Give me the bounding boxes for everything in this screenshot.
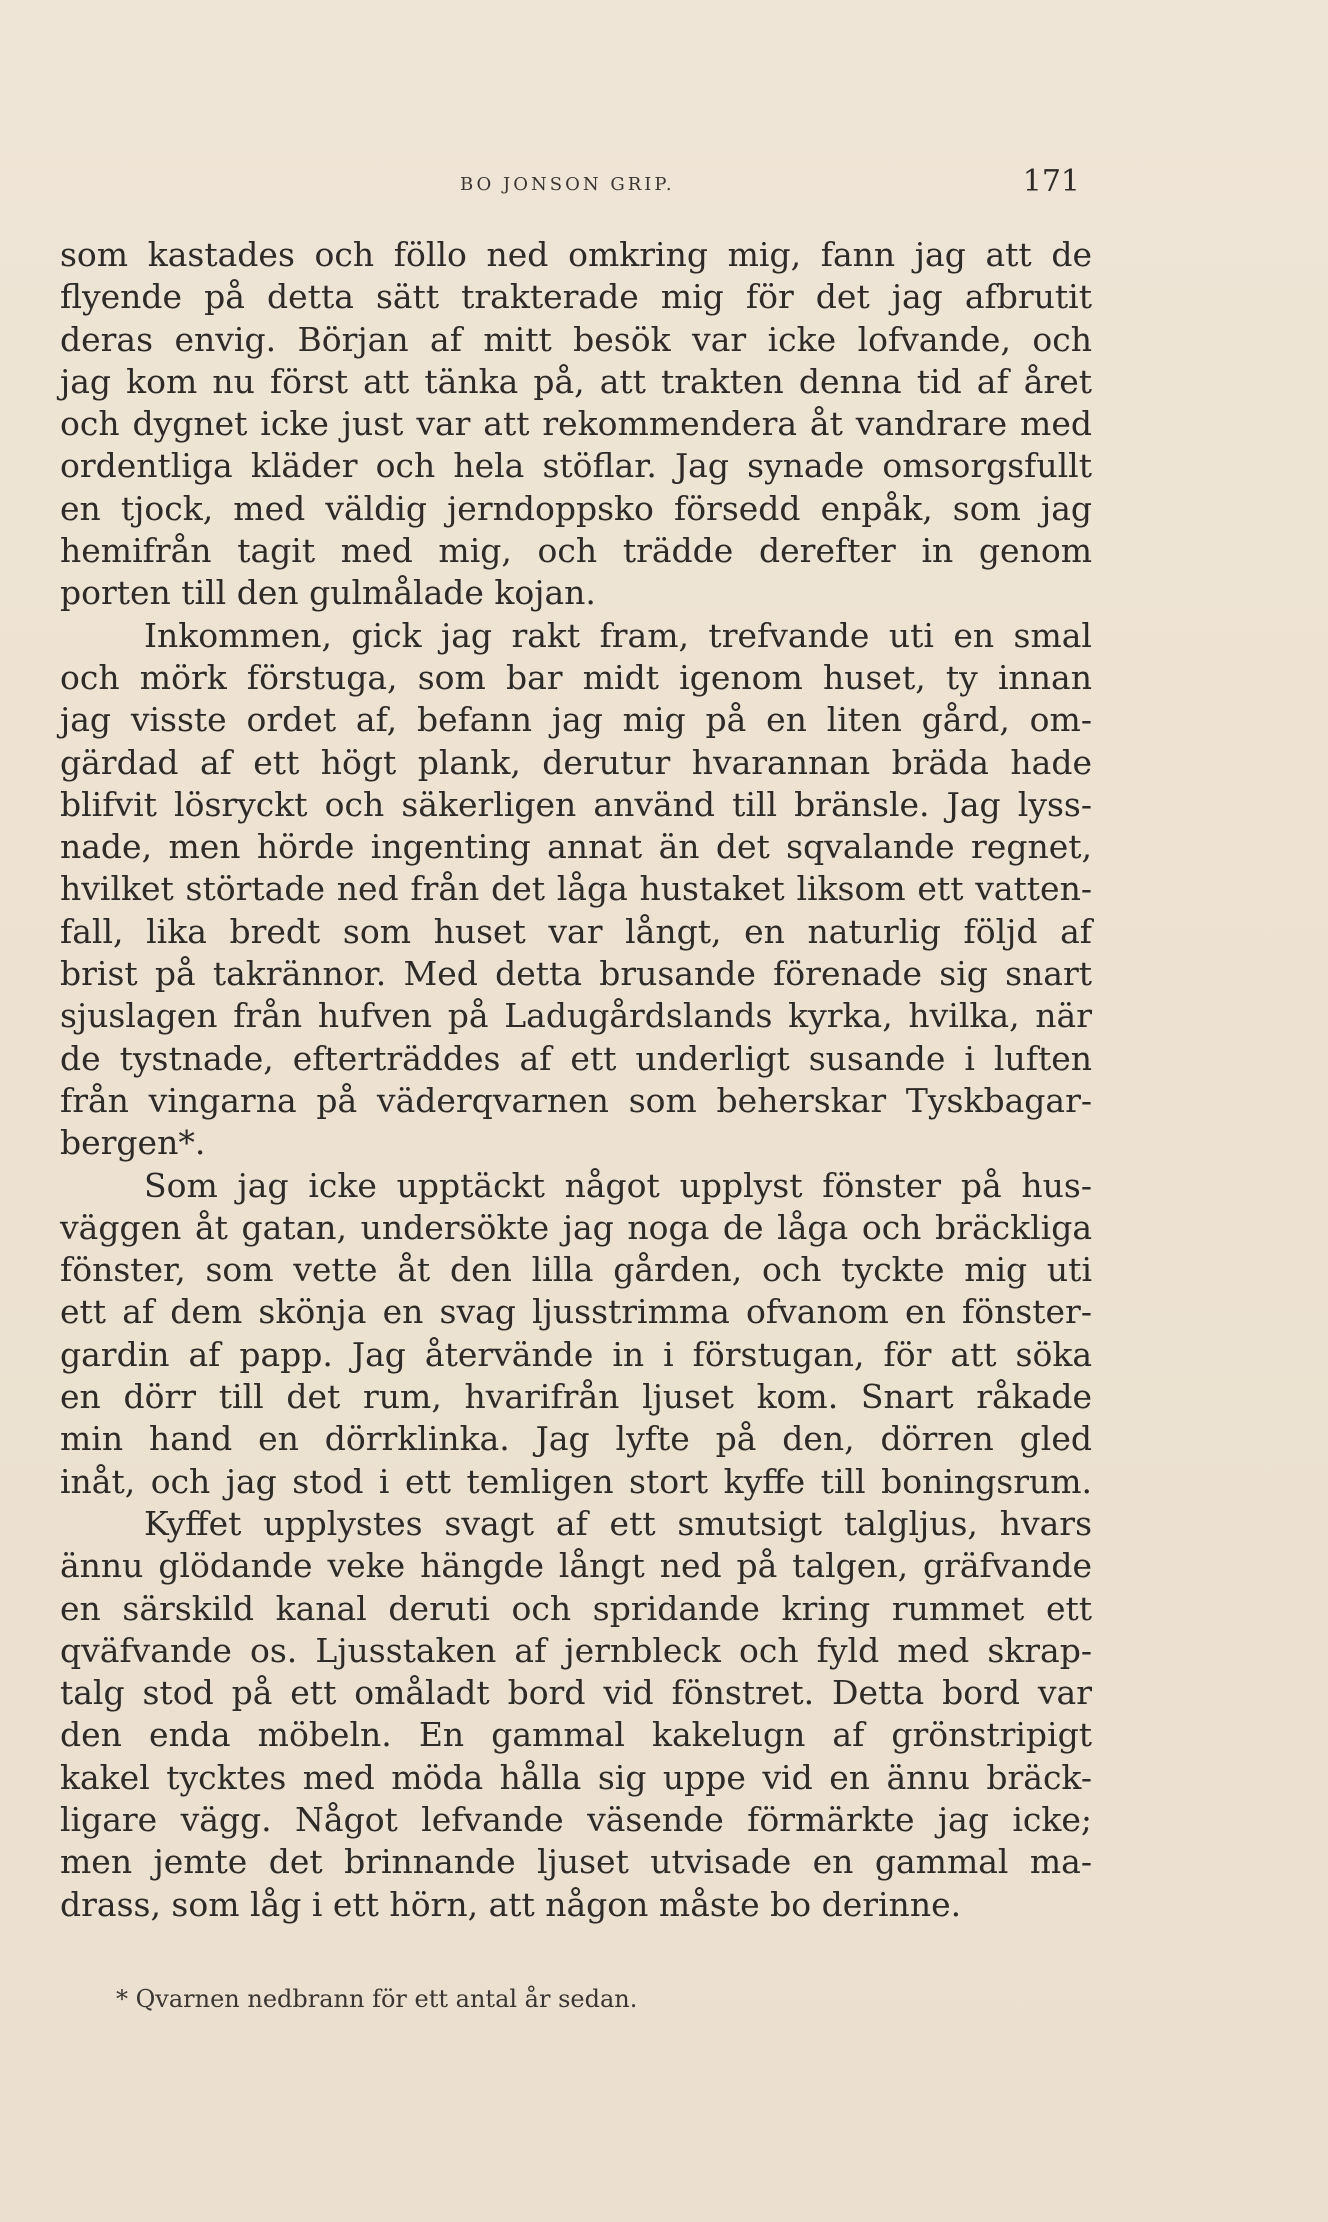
text-line: gardin af papp. Jag återvände in i förstugan, för att söka [60,1334,1092,1374]
text-line: deras envig. Början af mitt besök var icke lofvande, och [60,319,1092,359]
text-line: en dörr till det rum, hvarifrån ljuset kom. Snart råkade [60,1377,1092,1417]
text-line: ett af dem skönja en svag ljusstrimma ofvanom en fönster- [60,1292,1092,1332]
text-line: porten till den gulmålade kojan. [60,573,596,613]
text-line: brist på takrännor. Med detta brusande förenade sig snart [60,954,1092,994]
text-line: jag visste ordet af, befann jag mig på en liten gård, om- [60,700,1092,740]
text-line: hvilket störtade ned från det låga hustaket liksom ett vatten- [60,869,1092,909]
text-line: talg stod på ett omåladt bord vid fönstret. Detta bord var [60,1673,1092,1713]
body-text [60,234,1092,1926]
text-line: Kyffet upplystes svagt af ett smutsigt talgljus, hvars [144,1503,1092,1543]
text-line: den enda möbeln. En gammal kakelugn af grönstripigt [60,1715,1092,1755]
text-line: Som jag icke upptäckt något upplyst fönster på hus- [144,1165,1092,1205]
text-line: ligare vägg. Något lefvande väsende förmärkte jag icke; [60,1799,1092,1839]
text-line: nade, men hörde ingenting annat än det sqvalande regnet, [60,827,1092,867]
text-line: qväfvande os. Ljusstaken af jernbleck och fyld med skrap- [60,1630,1092,1670]
text-line: men jemte det brinnande ljuset utvisade en gammal ma- [60,1842,1092,1882]
text-line: blifvit lösryckt och säkerligen använd till bränsle. Jag lyss- [60,784,1092,824]
text-line: sjuslagen från hufven på Ladugårdslands kyrka, hvilka, när [60,996,1092,1036]
text-line: hemifrån tagit med mig, och trädde derefter in genom [60,531,1092,571]
running-head: BO JONSON GRIP. [460,174,675,195]
text-line: fall, lika bredt som huset var långt, en naturlig följd af [60,911,1092,951]
text-line: jag kom nu först att tänka på, att trakten denna tid af året [60,361,1092,401]
page-number: 171 [1022,164,1080,199]
text-line: gärdad af ett högt plank, derutur hvarannan bräda hade [60,742,1092,782]
text-line: från vingarna på väderqvarnen som beherskar Tyskbagar- [60,1080,1092,1120]
text-line: och mörk förstuga, som bar midt igenom huset, ty innan [60,657,1092,697]
page-header [60,164,1080,208]
text-line: min hand en dörrklinka. Jag lyfte på den, dörren gled [60,1419,1092,1459]
text-line: kakel tycktes med möda hålla sig uppe vid en ännu bräck- [60,1757,1092,1797]
text-line: drass, som låg i ett hörn, att någon måste bo derinne. [60,1884,962,1924]
text-line: ännu glödande veke hängde långt ned på talgen, gräfvande [60,1546,1092,1586]
text-line: Inkommen, gick jag rakt fram, trefvande uti en smal [144,615,1092,655]
text-line: en särskild kanal deruti och spridande kring rummet ett [60,1588,1092,1628]
text-line: de tystnade, efterträddes af ett underligt susande i luften [60,1038,1092,1078]
text-line: som kastades och föllo ned omkring mig, fann jag att de [60,235,1092,274]
text-line: fönster, som vette åt den lilla gården, och tyckte mig uti [60,1250,1092,1290]
text-line: inåt, och jag stod i ett temligen stort kyffe till boningsrum. [60,1461,1092,1501]
text-line: och dygnet icke just var att rekommendera åt vandrare med [60,404,1092,444]
text-line: väggen åt gatan, undersökte jag noga de låga och bräckliga [60,1207,1092,1247]
footnote: * Qvarnen nedbrann för ett antal år sedan. [116,1985,638,2013]
text-line: flyende på detta sätt trakterade mig för det jag afbrutit [60,277,1092,317]
text-line: ordentliga kläder och hela stöflar. Jag synade omsorgsfullt [60,446,1092,486]
text-line: bergen*. [60,1123,206,1163]
text-line: en tjock, med väldig jerndoppsko försedd enpåk, som jag [60,488,1092,528]
